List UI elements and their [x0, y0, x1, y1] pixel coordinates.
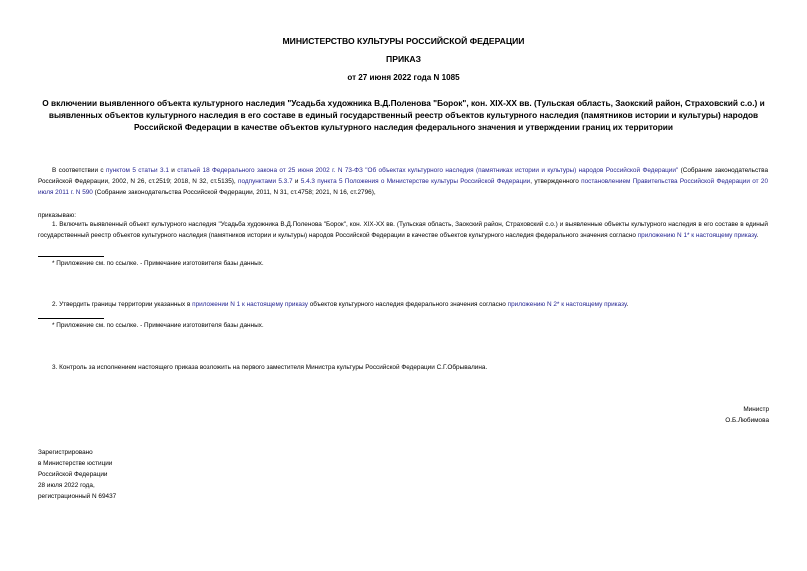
preamble-text-4: и — [292, 178, 301, 185]
order-word: приказываю: — [38, 212, 76, 219]
link-ministry-regulation[interactable]: 5.4.3 пункта 5 Положения о Министерстве культуры Российской Федерации — [300, 178, 531, 185]
footnote-divider — [38, 256, 104, 257]
item-2-end: . — [626, 301, 629, 308]
preamble-text-3: (Собрание законодательства Российской Федерации, 2002, N 26, ст.2519; 2018, N 32, ст.5135), — [38, 167, 768, 185]
footnote-divider — [38, 318, 104, 319]
item-1-end: . — [756, 232, 759, 239]
item-1-paragraph — [38, 219, 768, 241]
registration-block — [38, 447, 116, 502]
item-3-paragraph: 3. Контроль за исполнением настоящего приказа возложить на первого заместителя Министра культуры Российской Федерации С.Г.Обрывалина. — [52, 364, 488, 371]
item-1-text: 1. Включить выявленный объект культурного наследия "Усадьба художника В.Д.Поленова "Борок", кон. XIX-XX вв. (Тульская область, Заокский район, Страховский с.о.) и выявленные объекты культурного наследия в его составе в единый государственный реестр объектов культурного наследия (памятников истории и культуры) народов Российской Федерации в качестве объектов культурного наследия федерального значения согласно — [38, 221, 768, 239]
registration-date: 28 июля 2022 года, — [38, 482, 95, 489]
link-subparagraph-5-3-7[interactable]: подпунктами 5.3.7 — [238, 178, 293, 185]
document-subject: О включении выявленного объекта культурного наследия "Усадьба художника В.Д.Поленова "Борок", кон. XIX-XX вв. (Тульская область, Заокский район, Страховский с.о.) и выявленных объектов культурного наследия в его составе в единый государственный реестр объектов культурного наследия (памятников истории и культуры) народов Российской Федерации в качестве объектов культурного наследия федерального значения и утверждении границ их территории — [42, 98, 765, 132]
item-2-text-1: 2. Утвердить границы территории указанных в — [52, 301, 193, 308]
registration-line: в Министерстве юстиции — [38, 460, 113, 467]
signature-title: Министр — [743, 406, 769, 413]
preamble-text-5: , утвержденного — [530, 178, 582, 185]
item-2-paragraph — [38, 299, 768, 310]
footnote-1: * Приложение см. по ссылке. - Примечание изготовителя базы данных. — [52, 260, 264, 267]
signature-block — [725, 404, 769, 426]
link-appendix-1[interactable]: приложению N 1* к настоящему приказу — [637, 232, 757, 239]
registration-number: регистрационный N 69437 — [38, 493, 117, 500]
link-government-decree-590[interactable]: постановлением Правительства Российской Федерации от 20 июля 2011 г. N 590 — [38, 178, 768, 196]
preamble-paragraph — [38, 165, 768, 198]
link-federal-law-73[interactable]: статьей 18 Федерального закона от 25 июня 2002 г. N 73-ФЗ "Об объектах культурного наследия (памятниках истории и культуры) народов Российской Федерации" — [177, 167, 679, 174]
document-date-number: от 27 июня 2022 года N 1085 — [347, 73, 460, 82]
link-appendix-1-ref[interactable]: приложении N 1 к настоящему приказу — [192, 301, 308, 308]
preamble-text-6: (Собрание законодательства Российской Федерации, 2011, N 31, ст.4758; 2021, N 16, ст.2796), — [92, 189, 376, 196]
signature-name: О.Б.Любимова — [725, 417, 769, 424]
link-appendix-2[interactable]: приложению N 2* к настоящему приказу — [507, 301, 627, 308]
item-2-text-2: объектов культурного наследия федерального значения согласно — [307, 301, 508, 308]
document-type: ПРИКАЗ — [386, 54, 421, 64]
footnote-2: * Приложение см. по ссылке. - Примечание изготовителя базы данных. — [52, 322, 264, 329]
registration-line: Российской Федерации — [38, 471, 108, 478]
registration-line: Зарегистрировано — [38, 449, 93, 456]
preamble-text-1: В соответствии с — [52, 167, 107, 174]
link-article-3-1[interactable]: пунктом 5 статьи 3.1 — [106, 167, 169, 174]
ministry-name: МИНИСТЕРСТВО КУЛЬТУРЫ РОССИЙСКОЙ ФЕДЕРАЦИИ — [282, 36, 525, 46]
preamble-text-2: и — [168, 167, 178, 174]
